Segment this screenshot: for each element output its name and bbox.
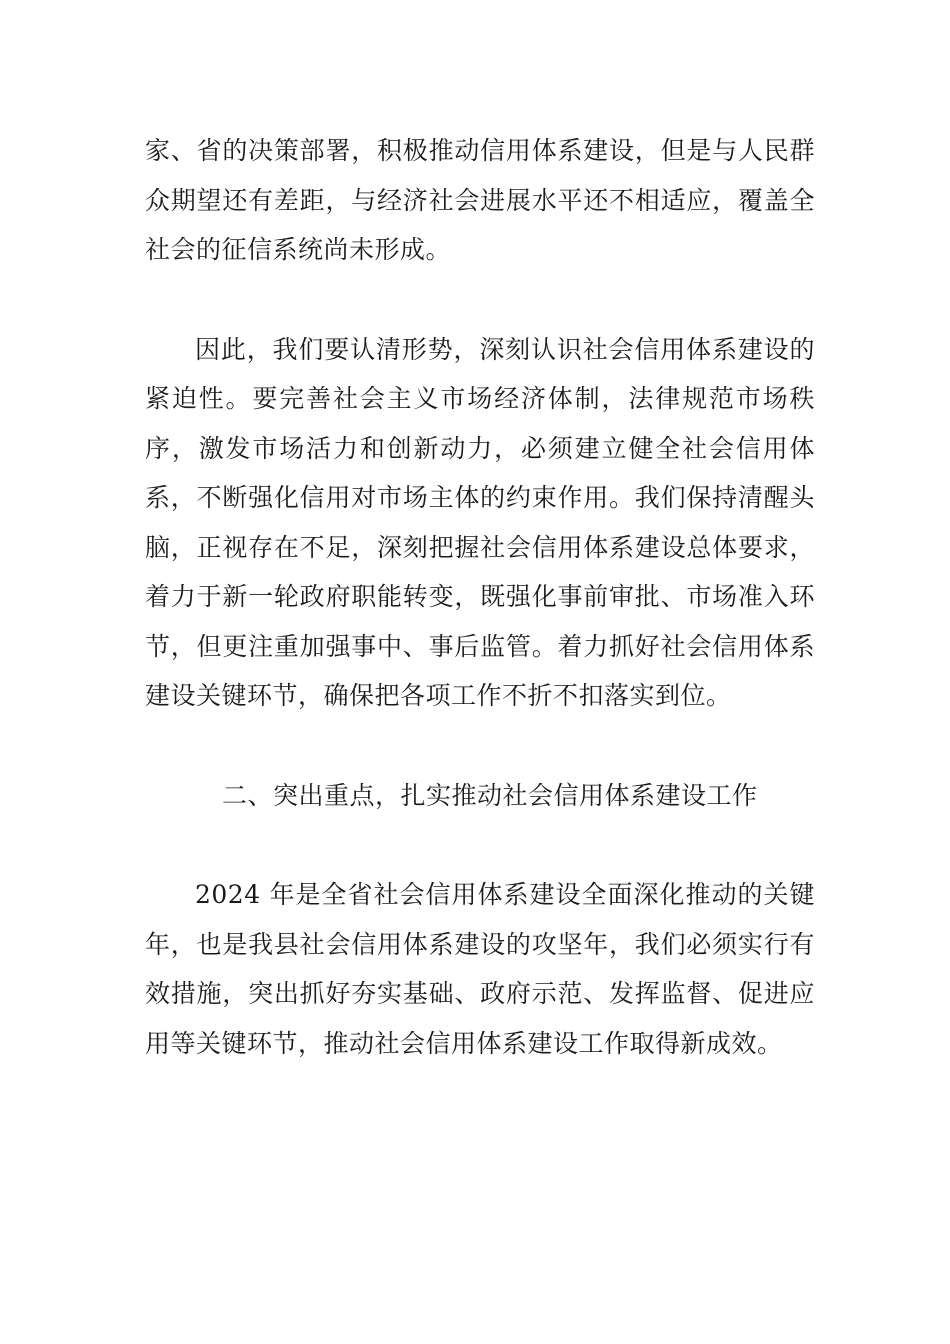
section-heading: 二、突出重点，扎实推动社会信用体系建设工作 [222, 780, 758, 810]
paragraph-gap [145, 820, 815, 870]
paragraph-situation: 因此，我们要认清形势，深刻认识社会信用体系建设的紧迫性。要完善社会主义市场经济体制，法律规范市场秩序，激发市场活力和创新动力，必须建立健全社会信用体系，不断强化信用对市场主体的约束作用。我们保持清醒头脑，正视存在不足，深刻把握社会信用体系建设总体要求，着力于新一轮政府职能转变，既强化事前审批、市场准入环节，但更注重加强事中、事后监管。着力抓好社会信用体系建设关键环节，确保把各项工作不折不扣落实到位。 [145, 334, 815, 710]
paragraph-gap [145, 275, 815, 325]
paragraph-continuation: 家、省的决策部署，积极推动信用体系建设，但是与人民群众期望还有差距，与经济社会进展水平还不相适应，覆盖全社会的征信系统尚未形成。 [145, 136, 815, 264]
document-page [145, 126, 815, 1068]
paragraph-gap [145, 721, 815, 771]
paragraph-2024: 2024 年是全省社会信用体系建设全面深化推动的关键年，也是我县社会信用体系建设的攻坚年，我们必须实行有效措施，突出抓好夯实基础、政府示范、发挥监督、促进应用等关键环节，推动社会信用体系建设工作取得新成效。 [145, 880, 815, 1058]
